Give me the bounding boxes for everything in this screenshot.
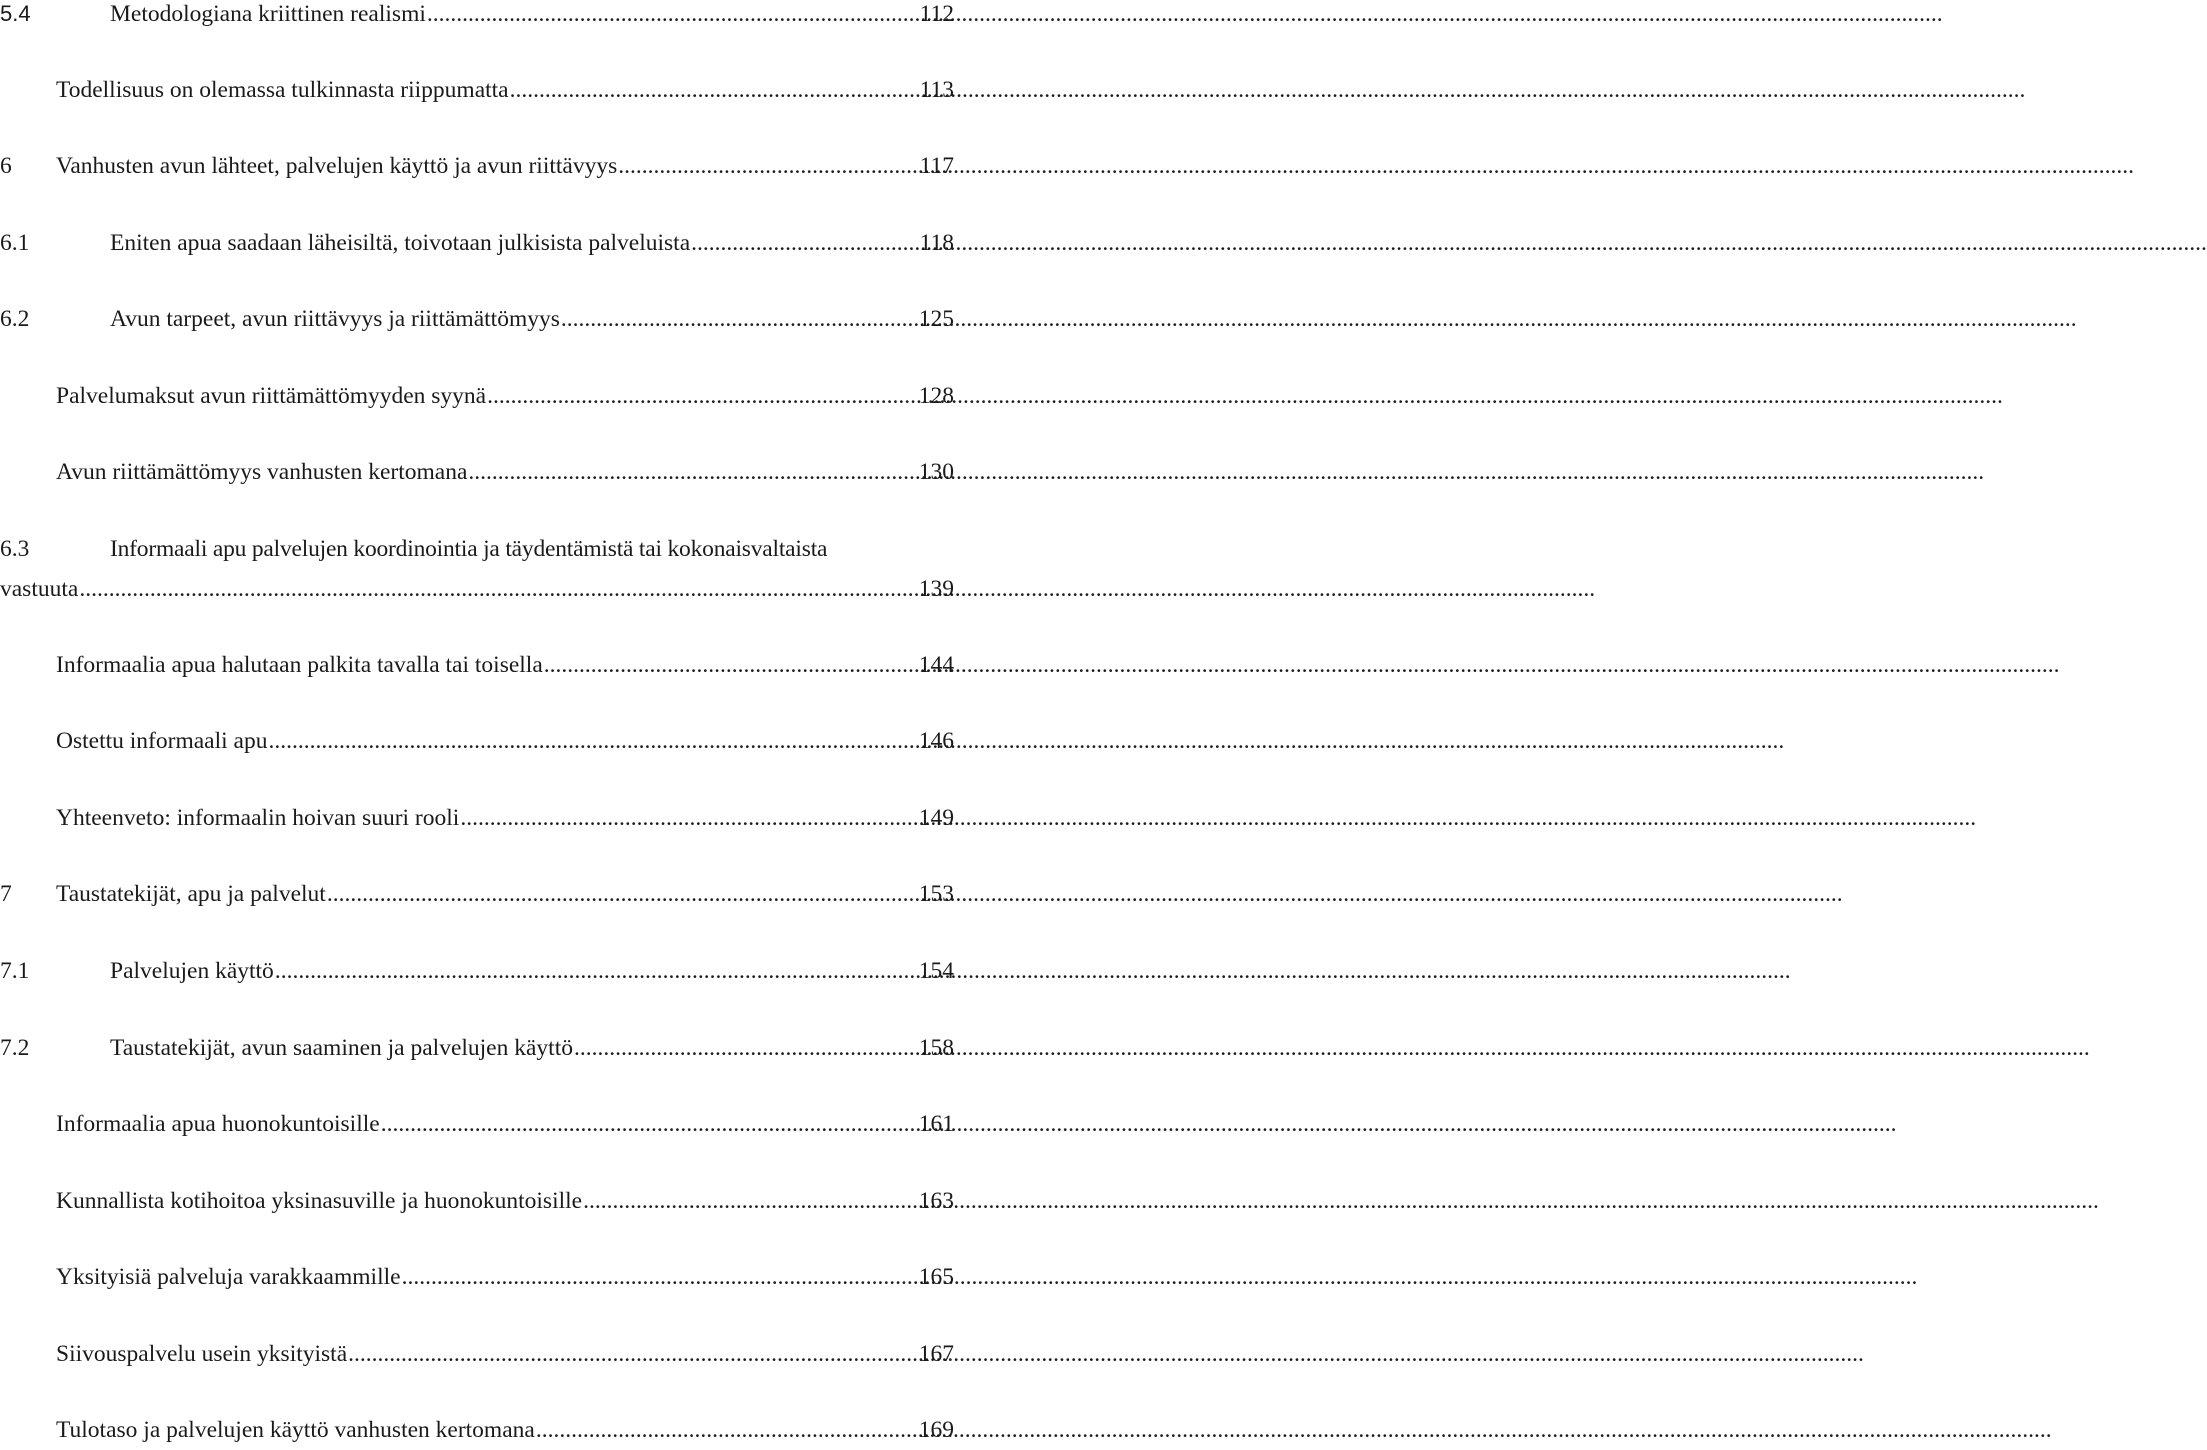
toc-entry-title: Informaali apu palvelujen koordinointia ja täydentämistä tai kokonaisvaltaista bbox=[110, 536, 828, 562]
toc-entry-title: Taustatekijät, apu ja palvelut bbox=[56, 881, 326, 907]
toc-entry-title: Ostettu informaali apu bbox=[56, 728, 268, 754]
toc-entry-page: 161 bbox=[918, 1111, 954, 1137]
dot-leader bbox=[267, 724, 915, 758]
toc-entry[interactable] bbox=[0, 1031, 954, 1065]
toc-entry-page: 128 bbox=[918, 383, 954, 409]
toc-entry-page: 130 bbox=[918, 459, 954, 485]
dot-leader bbox=[509, 73, 917, 107]
toc-entry-page: 146 bbox=[918, 728, 954, 754]
dot-leader bbox=[401, 1260, 916, 1294]
toc-entry-title: Palvelumaksut avun riittämättömyyden syynä bbox=[56, 383, 487, 409]
toc-entry-title-continued: vastuuta bbox=[0, 576, 79, 602]
toc-entry[interactable] bbox=[56, 379, 954, 413]
toc-entry-page: 167 bbox=[918, 1341, 954, 1367]
dot-leader bbox=[426, 0, 917, 31]
toc-entry[interactable] bbox=[0, 877, 954, 911]
toc-entry-page: 158 bbox=[918, 1035, 954, 1061]
toc-entry-title: Tulotaso ja palvelujen käyttö vanhusten kertomana bbox=[56, 1417, 535, 1443]
toc-entry-page: 112 bbox=[919, 1, 954, 27]
dot-leader bbox=[560, 302, 916, 336]
toc-entry-page: 118 bbox=[919, 230, 954, 256]
toc-entry-title: Siivouspalvelu usein yksityistä bbox=[56, 1341, 348, 1367]
toc-entry[interactable] bbox=[56, 801, 954, 835]
toc-entry-number: 7 bbox=[0, 881, 12, 907]
toc-entry-title: Eniten apua saadaan läheisiltä, toivotaan julkisista palveluista bbox=[110, 230, 691, 256]
toc-entry[interactable] bbox=[56, 1413, 954, 1447]
toc-entry[interactable] bbox=[56, 1260, 954, 1294]
toc-entry-page: 117 bbox=[919, 153, 954, 179]
dot-leader bbox=[380, 1107, 916, 1141]
dot-leader bbox=[573, 1031, 916, 1065]
toc-entry[interactable] bbox=[0, 226, 954, 260]
dot-leader bbox=[467, 455, 915, 489]
dot-leader bbox=[543, 648, 916, 682]
toc-entry-page: 139 bbox=[918, 576, 954, 602]
toc-entry-title: Taustatekijät, avun saaminen ja palvelujen käyttö bbox=[110, 1035, 573, 1061]
toc-entry-page: 144 bbox=[918, 652, 954, 678]
dot-leader bbox=[459, 801, 915, 835]
toc-entry-page: 165 bbox=[918, 1264, 954, 1290]
toc-entry-page: 154 bbox=[918, 958, 954, 984]
toc-entry-number: 6 bbox=[0, 153, 12, 179]
dot-leader bbox=[582, 1184, 916, 1218]
toc-entry[interactable] bbox=[0, 532, 954, 606]
toc-entry-page: 125 bbox=[918, 306, 954, 332]
toc-entry[interactable] bbox=[56, 1337, 954, 1371]
toc-entry-title: Informaalia apua halutaan palkita tavalla tai toisella bbox=[56, 652, 543, 678]
toc-entry-page: 169 bbox=[918, 1417, 954, 1443]
toc-entry-title: Palvelujen käyttö bbox=[110, 958, 274, 984]
toc-entry-title: Todellisuus on olemassa tulkinnasta riippumatta bbox=[56, 77, 509, 103]
toc-entry-number: 6.1 bbox=[0, 230, 30, 256]
toc-entry-title: Yksityisiä palveluja varakkaammille bbox=[56, 1264, 401, 1290]
toc-entry-number: 7.1 bbox=[0, 958, 30, 984]
toc-entry-title: Avun riittämättömyys vanhusten kertomana bbox=[56, 459, 468, 485]
toc-entry[interactable] bbox=[56, 455, 954, 489]
dot-leader bbox=[347, 1337, 916, 1371]
toc-entry-page: 153 bbox=[918, 881, 954, 907]
toc-entry[interactable] bbox=[56, 648, 954, 682]
toc-entry-page: 149 bbox=[918, 805, 954, 831]
toc-entry[interactable] bbox=[56, 1107, 954, 1141]
toc-entry[interactable] bbox=[0, 302, 954, 336]
dot-leader bbox=[486, 379, 916, 413]
toc-entry[interactable] bbox=[56, 724, 954, 758]
toc-entry-number: 7.2 bbox=[0, 1035, 30, 1061]
toc-entry[interactable] bbox=[56, 1184, 954, 1218]
toc-entry-title: Vanhusten avun lähteet, palvelujen käyttö ja avun riittävyys bbox=[56, 153, 618, 179]
toc-entry[interactable] bbox=[0, 954, 954, 988]
toc-entry-number: 5.4 bbox=[0, 1, 31, 26]
toc-entry-title: Avun tarpeet, avun riittävyys ja riittämättömyys bbox=[110, 306, 560, 332]
toc-entry-number: 6.3 bbox=[0, 536, 30, 562]
toc-entry-title: Informaalia apua huonokuntoisille bbox=[56, 1111, 380, 1137]
toc-entry[interactable] bbox=[0, 149, 954, 183]
toc-entry-title: Metodologiana kriittinen realismi bbox=[110, 1, 426, 27]
toc-entry[interactable] bbox=[0, 0, 954, 31]
toc-entry-title: Kunnallista kotihoitoa yksinasuville ja huonokuntoisille bbox=[56, 1188, 583, 1214]
toc-entry-number: 6.2 bbox=[0, 306, 30, 332]
table-of-contents bbox=[0, 0, 960, 1450]
toc-entry-page: 113 bbox=[919, 77, 954, 103]
dot-leader bbox=[326, 877, 916, 911]
toc-entry-title: Yhteenveto: informaalin hoivan suuri rooli bbox=[56, 805, 460, 831]
toc-entry-page: 163 bbox=[918, 1188, 954, 1214]
dot-leader bbox=[690, 226, 916, 260]
dot-leader bbox=[617, 149, 916, 183]
dot-leader bbox=[274, 954, 916, 988]
toc-entry[interactable] bbox=[56, 73, 954, 107]
dot-leader bbox=[78, 572, 915, 606]
dot-leader bbox=[535, 1413, 916, 1447]
